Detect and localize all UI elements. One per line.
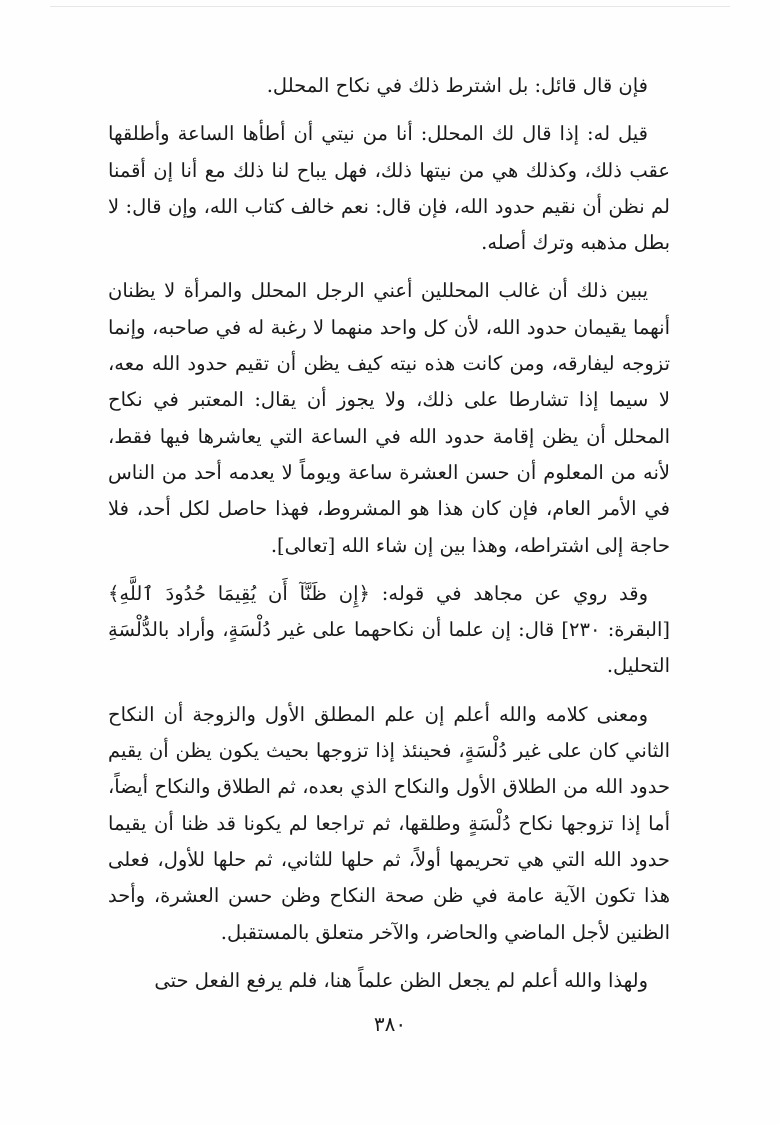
paragraph-3: يبين ذلك أن غالب المحللين أعني الرجل المحلل والمرأة لا يظنان أنهما يقيمان حدود الله، لأن كل واحد منهما لا رغبة له في صاحبه، وإنما تزوجه ليفارقه، ومن كانت هذه نيته كيف يظن أن تقيم حدود الله معه، لا سيما إذا تشارطا على ذلك، ولا يجوز أن يقال: المعتبر في نكاح المحلل أن يظن إقامة حدود الله في الساعة التي يعاشرها فيها فقط، لأنه من المعلوم أن حسن العشرة ساعة ويوماً لا يعدمه أحد من الناس في الأمر العام، فإن كان هذا هو المشروط، فهذا حاصل لكل أحد، فلا حاجة إلى اشتراطه، وهذا بين إن شاء الله [تعالى]. — [108, 279, 670, 557]
paragraph-1: فإن قال قائل: بل اشترط ذلك في نكاح المحلل. — [266, 74, 648, 97]
page-body — [108, 68, 670, 1011]
top-edge-line — [50, 6, 730, 7]
paragraph-6: ولهذا والله أعلم لم يجعل الظن علماً هنا، فلم يرفع الفعل حتى — [154, 968, 648, 992]
paragraph-5: ومعنى كلامه والله أعلم إن علم المطلق الأول والزوجة أن النكاح الثاني كان على غير دُلْسَةٍ، فحينئذ إذا تزوجها بحيث يكون يظن أن يقيم حدود الله من الطلاق الأول والنكاح الذي بعده، ثم الطلاق والنكاح أيضاً، أما إذا تزوجها نكاح دُلْسَةٍ وطلقها، ثم تراجعا لم يكونا قد ظنا أن يقيما حدود الله التي هي تحريمها أولاً، ثم حلها للثاني، ثم حلها للأول، فعلى هذا تكون الآية عامة في ظن صحة النكاح وظن حسن العشرة، وأحد الظنين لأجل الماضي والحاضر، والآخر متعلق بالمستقبل. — [108, 702, 670, 944]
paragraph-4: وقد روي عن مجاهد في قوله: ﴿إِن ظَنَّآ أَن يُقِيمَا حُدُودَ ٱللَّهِ﴾ [البقرة: ٢٣٠] قال: إن علما أن نكاحهما على غير دُلْسَةٍ، وأراد بالدُّلْسَةِ التحليل. — [108, 581, 670, 678]
page-number: ٣٨٠ — [373, 1012, 407, 1036]
paragraph-2: قيل له: إذا قال لك المحلل: أنا من نيتي أن أطأها الساعة وأطلقها عقب ذلك، وكذلك هي من نيتها ذلك، فهل يباح لنا ذلك مع أنا إن أقمنا لم نظن أن نقيم حدود الله، فإن قال: نعم خالف كتاب الله، وإن قال: لا بطل مذهبه وترك أصله. — [108, 122, 670, 255]
